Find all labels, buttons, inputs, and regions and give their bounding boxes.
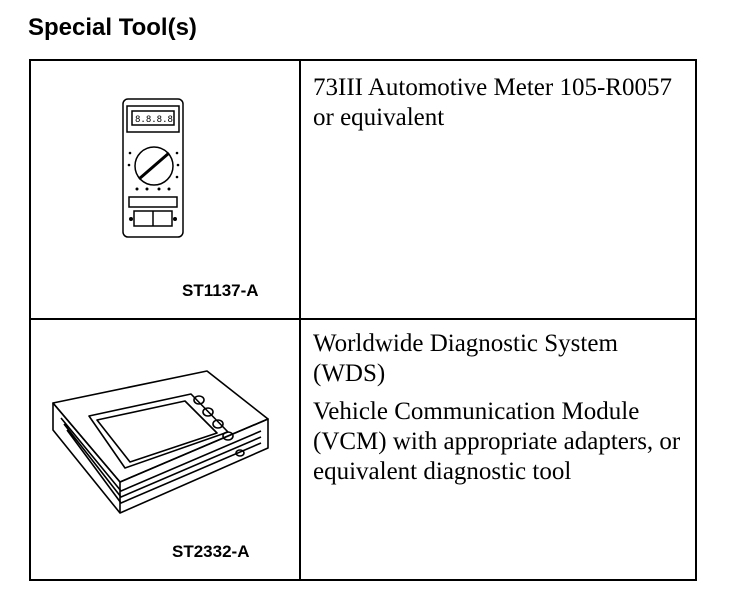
- diagnostic-tablet-illustration: [31, 320, 299, 579]
- tool-1-description: [313, 73, 693, 133]
- tool-1-description-text: 73III Automotive Meter 105-R0057 or equivalent: [313, 74, 672, 131]
- column-divider: [299, 61, 301, 579]
- tool-2-description: [313, 329, 693, 487]
- tool-2-image-cell: [31, 320, 299, 579]
- page-title: Special Tool(s): [28, 14, 197, 41]
- tool-1-image-cell: [31, 61, 299, 318]
- tool-2-description-wds: Worldwide Diagnostic System (WDS): [313, 330, 618, 387]
- special-tools-table: [29, 59, 697, 581]
- tool-2-description-vcm: Vehicle Communication Module (VCM) with appropriate adapters, or equivalent diagnostic tool: [313, 398, 681, 485]
- multimeter-illustration: [31, 61, 299, 318]
- figure-label-st2332: ST2332-A: [172, 542, 250, 561]
- figure-label-st1137: ST1137-A: [182, 281, 259, 300]
- meter-display-readout: 8.8.8.8: [135, 115, 173, 125]
